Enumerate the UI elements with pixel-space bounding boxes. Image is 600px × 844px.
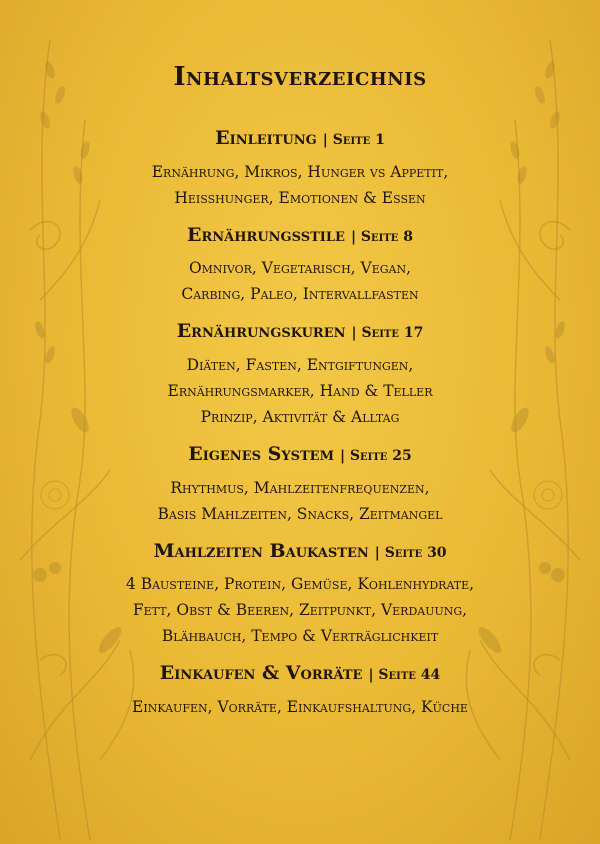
- toc-section: [40, 661, 560, 720]
- section-topics-line: Blähbauch, Tempo & Verträglichkeit: [161, 627, 439, 646]
- section-topics-line: Prinzip, Aktivität & Alltag: [200, 408, 400, 427]
- section-page: | Seite 30: [374, 544, 447, 561]
- section-heading: [40, 126, 560, 151]
- section-topics-line: Rhythmus, Mahlzeitenfrequenzen,: [170, 478, 430, 497]
- section-topics-line: Basis Mahlzeiten, Snacks, Zeitmangel: [157, 504, 443, 523]
- section-topics-line: Ernährung, Mikros, Hunger vs Appetit,: [151, 162, 449, 181]
- section-topics-line: 4 Bausteine, Protein, Gemüse, Kohlenhydrate,: [125, 575, 475, 594]
- section-topics-line: Ernährungsmarker, Hand & Teller: [167, 382, 433, 401]
- section-topics-line: Diäten, Fasten, Entgiftungen,: [186, 356, 414, 375]
- toc-section: [40, 126, 560, 211]
- section-name: Eigenes System: [188, 443, 334, 466]
- section-topics-line: Einkaufen, Vorräte, Einkaufshaltung, Küche: [132, 698, 468, 717]
- toc-section: [40, 539, 560, 650]
- toc-section: [40, 223, 560, 308]
- section-heading: [40, 539, 560, 564]
- section-page: | Seite 8: [350, 228, 414, 245]
- section-page: | Seite 1: [322, 132, 385, 148]
- section-name: Mahlzeiten Baukasten: [153, 539, 369, 562]
- toc-section: [40, 442, 560, 527]
- section-name: Einleitung: [215, 127, 317, 149]
- section-name: Ernährungskuren: [176, 320, 346, 343]
- toc-section: [40, 319, 560, 430]
- section-page: | Seite 44: [368, 667, 441, 684]
- section-topics-line: Carbing, Paleo, Intervallfasten: [181, 285, 419, 304]
- section-topics-line: Heißhunger, Emotionen & Essen: [174, 188, 426, 207]
- section-page: | Seite 17: [351, 325, 424, 342]
- section-name: Einkaufen & Vorräte: [159, 662, 363, 685]
- page-title: Inhaltsverzeichnis: [173, 62, 427, 92]
- section-heading: [40, 223, 560, 248]
- section-page: | Seite 25: [339, 448, 412, 465]
- section-heading: [40, 442, 560, 467]
- section-heading: [40, 661, 560, 686]
- section-topics-line: Omnivor, Vegetarisch, Vegan,: [188, 259, 412, 278]
- section-topics-line: Fett, Obst & Beeren, Zeitpunkt, Verdauung,: [132, 601, 468, 620]
- table-of-contents: [40, 62, 560, 732]
- section-name: Ernährungsstile: [186, 223, 345, 246]
- section-heading: [40, 319, 560, 344]
